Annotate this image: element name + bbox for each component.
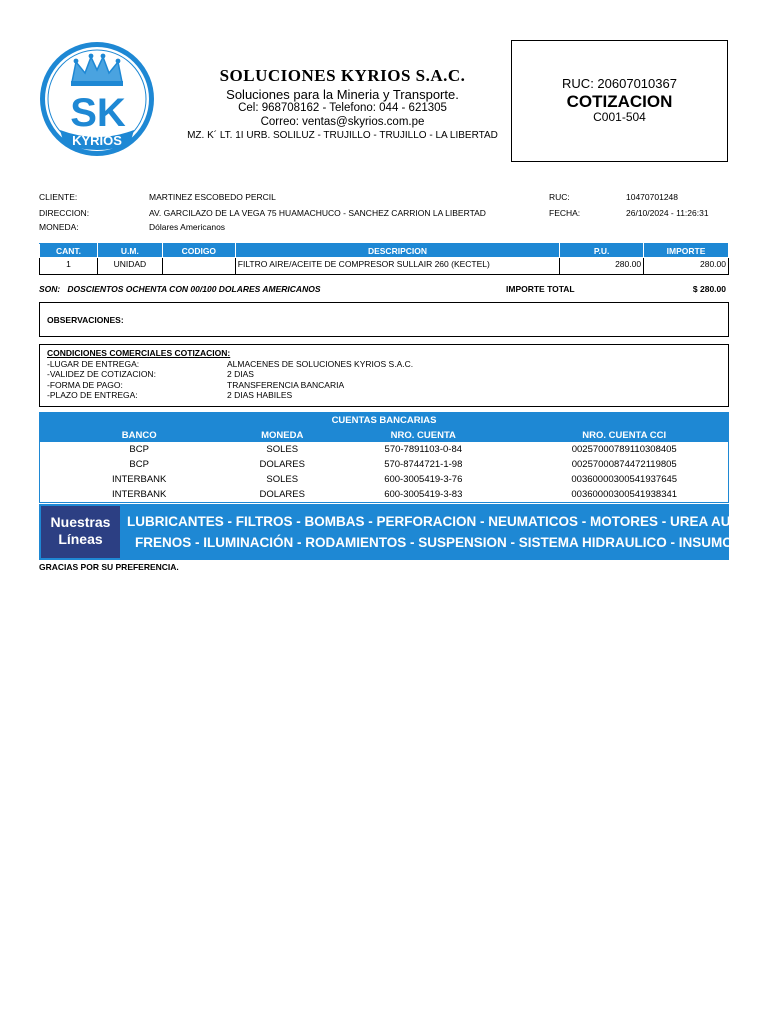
- product-lines-banner: [39, 504, 764, 560]
- bank-name: BCP: [129, 459, 149, 470]
- col-pu: P.U.: [560, 244, 644, 258]
- bank-cci: 00360000300541937645: [571, 474, 678, 485]
- address-label: DIRECCION:: [39, 208, 90, 218]
- condition-value: TRANSFERENCIA BANCARIA: [227, 379, 345, 390]
- logo-letters: SK: [70, 91, 126, 135]
- bank-cci: 00257000789110308405: [571, 444, 677, 455]
- condition-row: [47, 369, 728, 380]
- col-moneda: MONEDA: [238, 428, 326, 442]
- banner-line-2: FRENOS - ILUMINACIÓN - RODAMIENTOS - SUSPENSION - SISTEMA HIDRAULICO - INSUMOS: [135, 535, 742, 550]
- bank-account: 600-3005419-3-76: [384, 474, 463, 485]
- company-header: [170, 66, 515, 141]
- table-row: [40, 472, 728, 487]
- observations-box: [39, 302, 729, 337]
- cell-importe: 280.00: [644, 258, 729, 275]
- observations-label: OBSERVACIONES:: [47, 315, 124, 325]
- amount-in-words: SON: DOSCIENTOS OCHENTA CON 00/100 DOLARES AMERICANOS: [39, 284, 321, 294]
- bank-currency: DOLARES: [259, 489, 305, 500]
- col-nro-cci: NRO. CUENTA CCI: [520, 428, 728, 442]
- bank-cci: 00257000874472119805: [571, 459, 677, 470]
- quote-box: [511, 40, 728, 162]
- condition-row: [47, 390, 728, 401]
- bank-header-row: [40, 428, 728, 442]
- col-cant: CANT.: [40, 244, 98, 258]
- client-name: MARTINEZ ESCOBEDO PERCIL: [149, 192, 276, 202]
- currency-label: MONEDA:: [39, 222, 79, 232]
- commercial-conditions: [39, 344, 729, 407]
- col-um: U.M.: [97, 244, 162, 258]
- banner-line-1: LUBRICANTES - FILTROS - BOMBAS - PERFORACION - NEUMATICOS - MOTORES - UREA AUTOM.: [127, 514, 764, 529]
- company-tagline: Soluciones para la Mineria y Transporte.: [226, 86, 459, 102]
- conditions-title: CONDICIONES COMERCIALES COTIZACION:: [47, 348, 231, 358]
- bank-name: INTERBANK: [111, 474, 167, 485]
- company-address: MZ. K´ LT. 1I URB. SOLILUZ - TRUJILLO - TRUJILLO - LA LIBERTAD: [187, 129, 498, 141]
- document-title: COTIZACION: [566, 91, 673, 111]
- col-banco: BANCO: [40, 428, 238, 442]
- condition-key: -LUGAR DE ENTREGA:: [47, 358, 140, 369]
- bank-currency: DOLARES: [259, 459, 305, 470]
- company-phones: Cel: 968708162 - Telefono: 044 - 621305: [238, 102, 447, 115]
- client-ruc: 10470701248: [626, 192, 679, 202]
- condition-value: 2 DIAS HABILES: [227, 390, 293, 400]
- kyrios-logo-icon: [38, 40, 156, 158]
- bank-account: 570-7891103-0-84: [384, 444, 463, 455]
- company-logo: [38, 40, 156, 158]
- cell-pu: 280.00: [560, 258, 644, 275]
- banner-side-line-1: Nuestras: [50, 514, 111, 530]
- table-row: [40, 442, 728, 457]
- condition-row: [47, 380, 728, 391]
- banner-side-label: [41, 506, 120, 558]
- table-row: [40, 258, 729, 275]
- bank-accounts-title: CUENTAS BANCARIAS: [40, 413, 728, 428]
- total-value: $ 280.00: [692, 284, 726, 294]
- total-label: IMPORTE TOTAL: [506, 284, 575, 294]
- condition-row: [47, 359, 728, 370]
- condition-value: 2 DIAS: [227, 369, 254, 379]
- logo-subtext: KYRIOS: [72, 133, 122, 148]
- col-importe: IMPORTE: [644, 244, 729, 258]
- company-ruc: RUC: 20607010367: [562, 76, 677, 91]
- client-ruc-label: RUC:: [549, 192, 570, 202]
- client-label: CLIENTE:: [39, 192, 78, 202]
- condition-key: -PLAZO DE ENTREGA:: [47, 390, 138, 400]
- condition-key: -FORMA DE PAGO:: [47, 379, 123, 390]
- banner-side-line-2: Líneas: [58, 531, 103, 547]
- company-email: Correo: ventas@skyrios.com.pe: [260, 115, 425, 128]
- bank-name: BCP: [129, 444, 149, 455]
- bank-cci: 00360000300541938341: [571, 489, 678, 500]
- bank-accounts: [39, 412, 729, 503]
- bank-table: [40, 428, 728, 502]
- client-currency: Dólares Americanos: [149, 222, 226, 232]
- col-descripcion: DESCRIPCION: [235, 244, 559, 258]
- cell-cant: 1: [40, 258, 98, 275]
- bank-name: INTERBANK: [111, 489, 167, 500]
- items-header-row: [40, 244, 729, 258]
- quote-date: 26/10/2024 - 11:26:31: [626, 208, 709, 218]
- items-table: [39, 243, 729, 275]
- cell-descripcion: FILTRO AIRE/ACEITE DE COMPRESOR SULLAIR 260 (KECTEL): [235, 258, 559, 275]
- bank-currency: SOLES: [266, 474, 299, 485]
- cell-um: UNIDAD: [97, 258, 162, 275]
- bank-currency: SOLES: [266, 444, 299, 455]
- bank-account: 570-8744721-1-98: [384, 459, 463, 470]
- company-name: SOLUCIONES KYRIOS S.A.C.: [219, 66, 466, 85]
- condition-key: -VALIDEZ DE COTIZACION:: [47, 369, 156, 379]
- col-nro-cuenta: NRO. CUENTA: [326, 428, 520, 442]
- col-codigo: CODIGO: [162, 244, 235, 258]
- client-address: AV. GARCILAZO DE LA VEGA 75 HUAMACHUCO - SANCHEZ CARRION LA LIBERTAD: [149, 208, 486, 218]
- table-row: [40, 487, 728, 502]
- cell-codigo: [162, 258, 235, 275]
- thanks-note: GRACIAS POR SU PREFERENCIA.: [39, 562, 179, 572]
- condition-value: ALMACENES DE SOLUCIONES KYRIOS S.A.C.: [227, 358, 414, 369]
- quote-number: C001-504: [593, 110, 646, 125]
- date-label: FECHA:: [549, 208, 581, 218]
- bank-account: 600-3005419-3-83: [384, 489, 463, 500]
- table-row: [40, 457, 728, 472]
